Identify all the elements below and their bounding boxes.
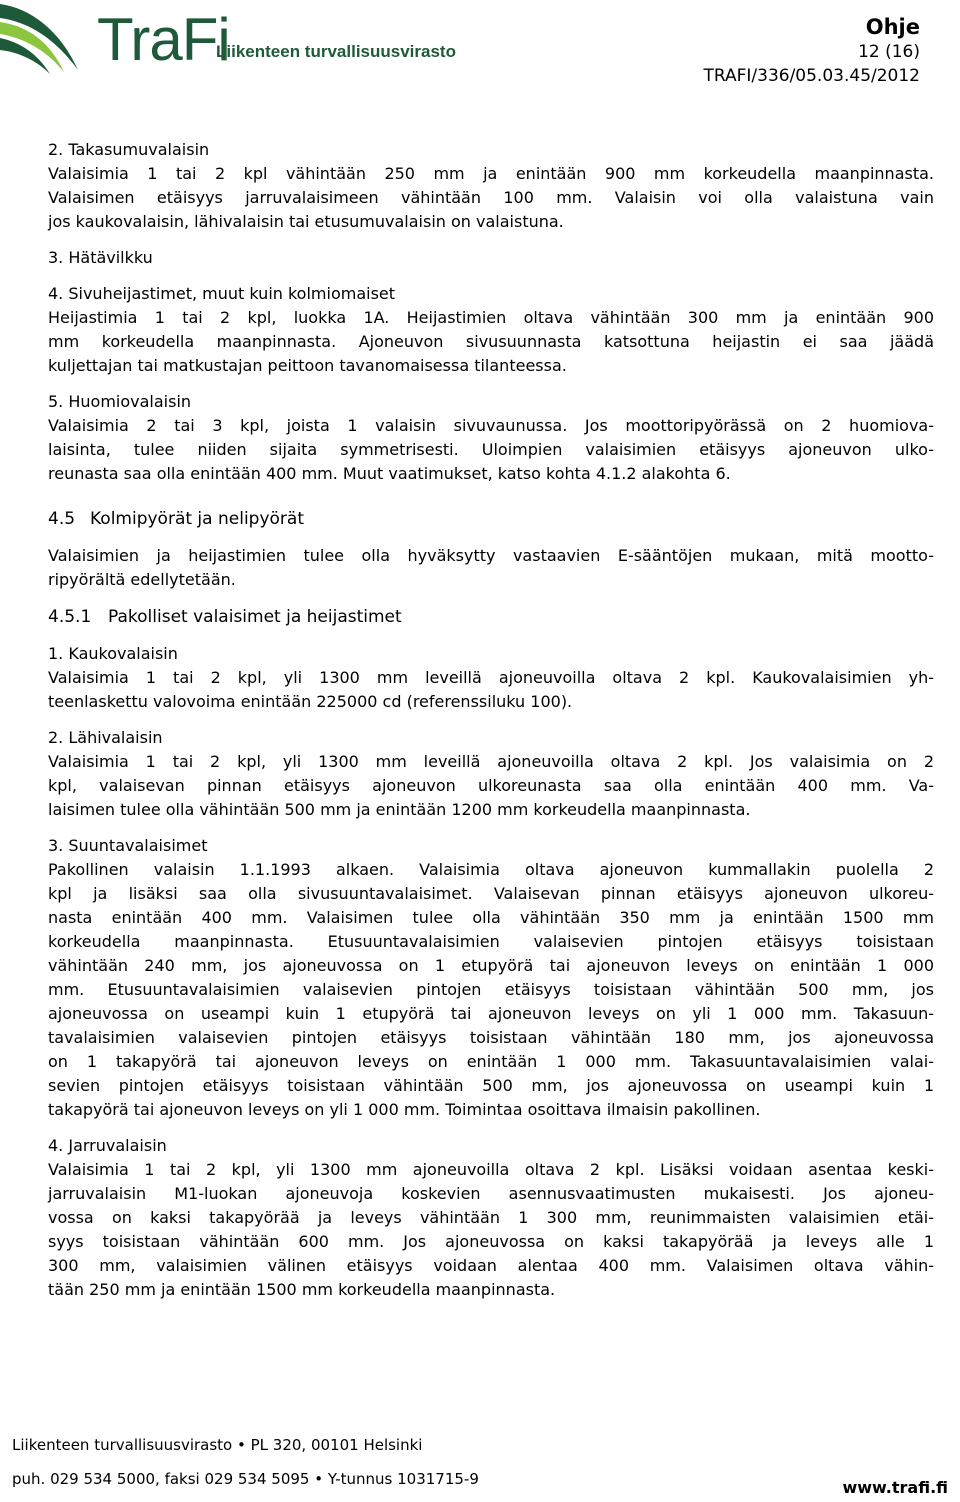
paragraph-direction-indicators [48,834,934,1122]
text-line: 300 mm, valaisimien välinen etäisyys voidaan alentaa 400 mm. Valaisimen oltava vähin- [48,1256,934,1275]
brand-tagline: Liikenteen turvallisuusvirasto [216,42,456,61]
text-line: teenlaskettu valovoima enintään 225000 cd (referenssiluku 100). [48,692,573,711]
text-line: Valaisimia 2 tai 3 kpl, joista 1 valaisin sivuvaunussa. Jos moottoripyörässä on 2 huomiova- [48,416,934,435]
section-number: 4.5.1 [48,607,92,627]
footer-contact: puh. 029 534 5000, faksi 029 534 5095 • Y-tunnus 1031715-9 [12,1470,479,1488]
text-line: mm korkeudella maanpinnasta. Ajoneuvon sivusuunnasta katsottuna heijastin ei saa jäädä [48,332,934,351]
text-line: syys toisistaan vähintään 600 mm. Jos ajoneuvossa on kaksi takapyörää ja leveys alle 1 [48,1232,934,1251]
paragraph-side-reflectors [48,282,934,378]
section-heading-4-5 [48,506,934,532]
text-line: laisinta, tulee niiden sijaita symmetrisesti. Uloimpien valaisimien etäisyys ajoneuvon ulko- [48,440,934,459]
footer-website-link[interactable]: www.trafi.fi [842,1478,948,1497]
document-header-info [703,14,920,88]
text-line: Valaisimia 1 tai 2 kpl, yli 1300 mm leveillä ajoneuvoilla oltava 2 kpl. Jos valaisimia on 2 [48,752,934,771]
text-line: mm. Etusuuntavalaisimien valaisevien pintojen etäisyys toisistaan vähintään 500 mm, jos [48,980,934,999]
text-line: Valaisimia 1 tai 2 kpl, yli 1300 mm leveillä ajoneuvoilla oltava 2 kpl. Kaukovalaisimien yh- [48,668,934,687]
paragraph-brake-lamp [48,1134,934,1302]
item-heading: 3. Hätävilkku [48,248,153,267]
paragraph-daytime-lamp [48,390,934,486]
text-line: Valaisimia 1 tai 2 kpl, yli 1300 mm ajoneuvoilla oltava 2 kpl. Lisäksi voidaan asentaa keski- [48,1160,934,1179]
text-line: vossa on kaksi takapyörää ja leveys vähintään 1 300 mm, reunimmaisten valaisimien etäi- [48,1208,934,1227]
text-line: tavalaisimien valaisevien pintojen etäisyys toisistaan vähintään 180 mm, jos ajoneuvossa [48,1028,934,1047]
item-heading: 4. Sivuheijastimet, muut kuin kolmiomaiset [48,284,396,303]
text-line: kuljettajan tai matkustajan peittoon tavanomaisessa tilanteessa. [48,356,567,375]
text-line: kpl, valaisevan pinnan etäisyys ajoneuvon ulkoreunasta saa olla enintään 400 mm. Va- [48,776,934,795]
text-line: on 1 takapyörä tai ajoneuvon leveys on enintään 1 000 mm. Takasuuntavalaisimien valai- [48,1052,934,1071]
section-title: Pakolliset valaisimet ja heijastimet [108,607,402,627]
footer-address: Liikenteen turvallisuusvirasto • PL 320, 00101 Helsinki [12,1436,423,1454]
item-heading: 4. Jarruvalaisin [48,1136,167,1155]
text-line: takapyörä tai ajoneuvon leveys on yli 1 000 mm. Toimintaa osoittava ilmaisin pakollinen. [48,1100,761,1119]
text-line: sevien pintojen etäisyys toisistaan vähintään 500 mm, jos ajoneuvossa on useampi kuin 1 [48,1076,934,1095]
text-line: ripyörältä edellytetään. [48,570,236,589]
text-line: korkeudella maanpinnasta. Etusuuntavalaisimien valaisevien pintojen etäisyys toisistaan [48,932,934,951]
paragraph-hazard-lights [48,246,934,270]
document-body [48,138,934,1302]
page-footer [12,1428,479,1496]
paragraph-low-beam [48,726,934,822]
item-heading: 5. Huomiovalaisin [48,392,192,411]
text-line: jarruvalaisin M1-luokan ajoneuvoja koskevien asennusvaatimusten mukaisesti. Jos ajoneu- [48,1184,934,1203]
section-number: 4.5 [48,509,76,529]
item-heading: 1. Kaukovalaisin [48,644,178,663]
text-line: vähintään 240 mm, jos ajoneuvossa on 1 etupyörä tai ajoneuvon leveys on enintään 1 000 [48,956,934,975]
text-line: Valaisimien ja heijastimien tulee olla hyväksytty vastaavien E-sääntöjen mukaan, mitä mootto- [48,546,934,565]
paragraph-intro [48,544,934,592]
section-title: Kolmipyörät ja nelipyörät [90,509,304,529]
item-heading: 2. Lähivalaisin [48,728,163,747]
page-number: 12 (16) [858,42,920,62]
item-heading: 3. Suuntavalaisimet [48,836,208,855]
text-line: tään 250 mm ja enintään 1500 mm korkeudella maanpinnasta. [48,1280,556,1299]
text-line: laisimen tulee olla vähintään 500 mm ja enintään 1200 mm korkeudella maanpinnasta. [48,800,751,819]
text-line: kpl ja lisäksi saa olla sivusuuntavalaisimet. Valaisevan pinnan etäisyys ajoneuvon ulkoreu- [48,884,934,903]
text-line: nasta enintään 400 mm. Valaisimen tulee olla vähintään 350 mm ja enintään 1500 mm [48,908,934,927]
text-line: Heijastimia 1 tai 2 kpl, luokka 1A. Heijastimien oltava vähintään 300 mm ja enintään 900 [48,308,934,327]
trafi-swoosh-icon [0,0,100,80]
text-line: Valaisimen etäisyys jarruvalaisimeen vähintään 100 mm. Valaisin voi olla valaistuna vain [48,188,934,207]
paragraph-high-beam [48,642,934,714]
text-line: jos kaukovalaisin, lähivalaisin tai etusumuvalaisin on valaistuna. [48,212,564,231]
brand-name: TraFi [97,6,230,73]
text-line: Pakollinen valaisin 1.1.1993 alkaen. Valaisimia oltava ajoneuvon kummallakin puolella 2 [48,860,934,879]
text-line: Valaisimia 1 tai 2 kpl vähintään 250 mm ja enintään 900 mm korkeudella maanpinnasta. [48,164,934,183]
section-heading-4-5-1 [48,604,934,630]
text-line: ajoneuvossa on useampi kuin 1 etupyörä tai ajoneuvon leveys on yli 1 000 mm. Takasuun- [48,1004,934,1023]
text-line: reunasta saa olla enintään 400 mm. Muut vaatimukset, katso kohta 4.1.2 alakohta 6. [48,464,731,483]
document-reference: TRAFI/336/05.03.45/2012 [703,66,920,86]
item-heading: 2. Takasumuvalaisin [48,140,210,159]
trafi-logo [0,0,456,80]
document-type: Ohje [865,15,920,39]
paragraph-rear-fog-lamp [48,138,934,234]
